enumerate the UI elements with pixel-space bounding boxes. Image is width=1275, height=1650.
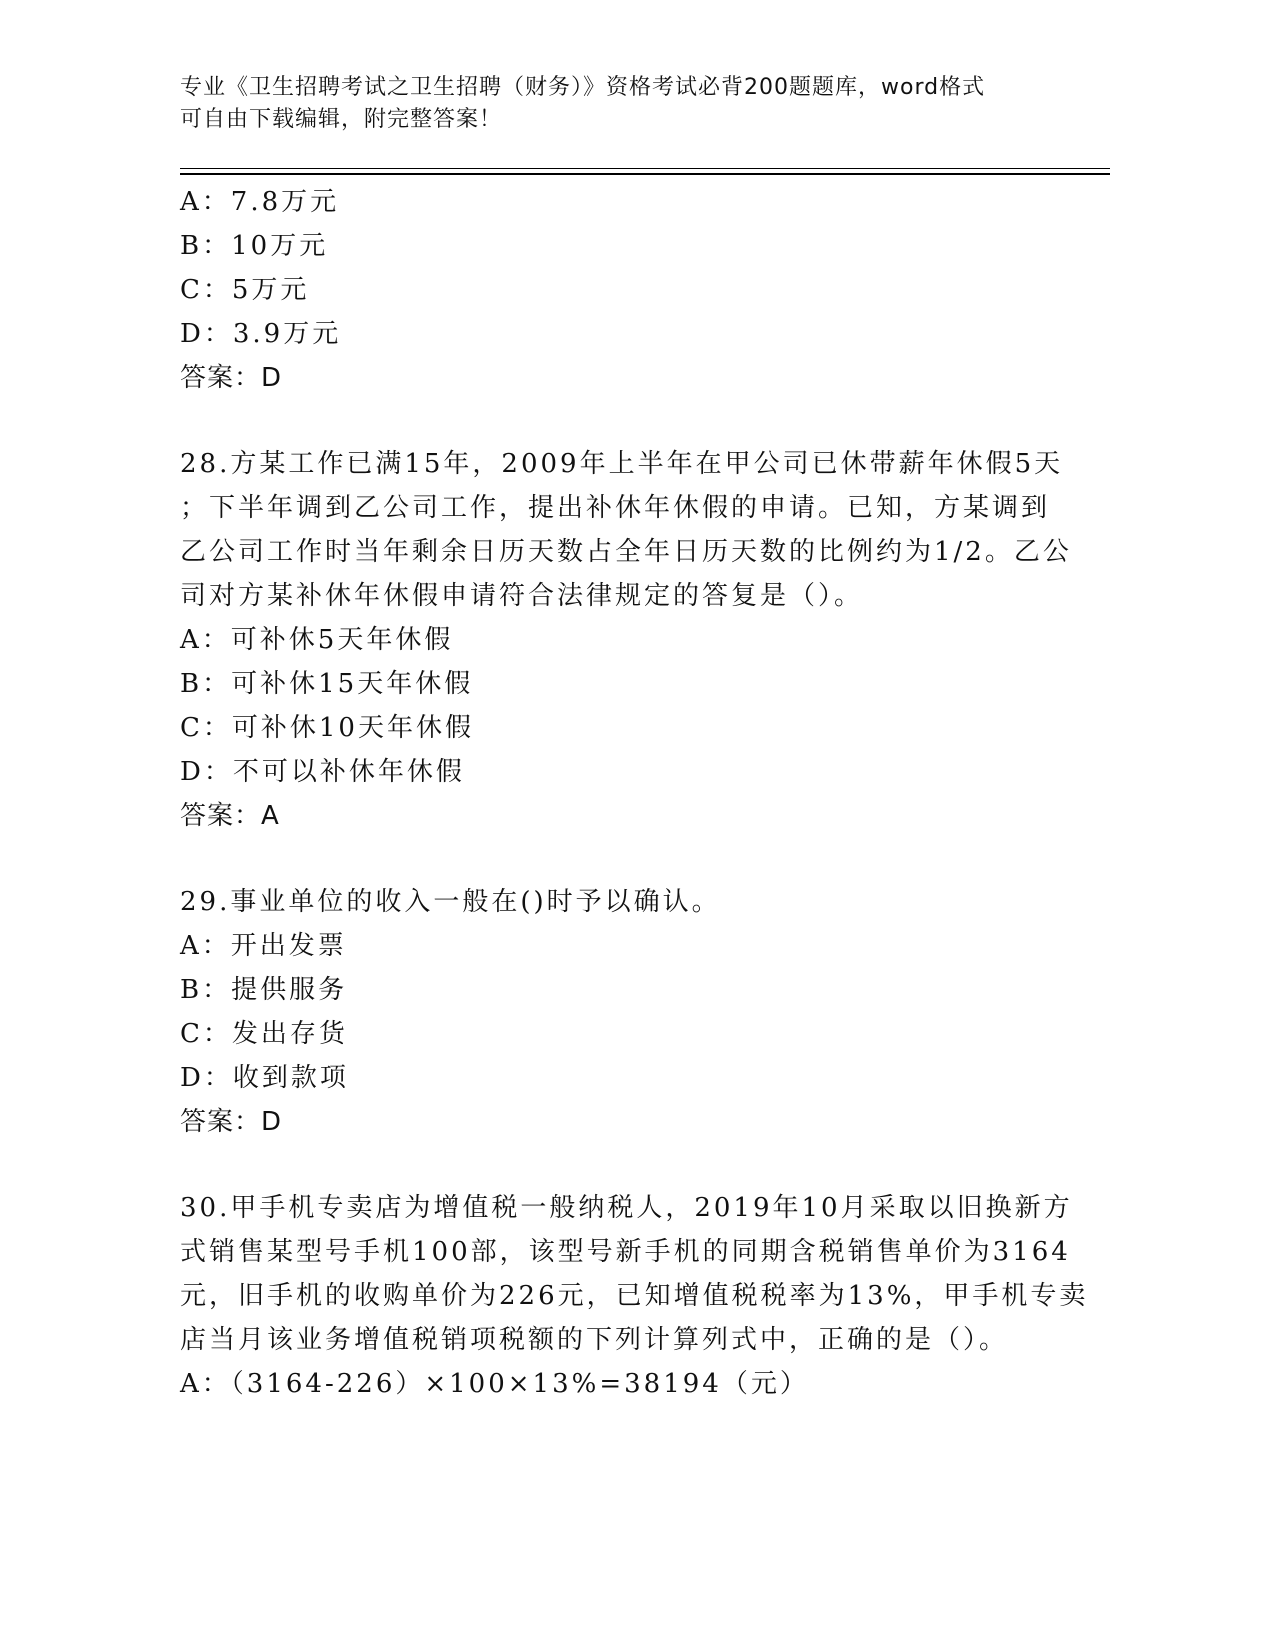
question-content [180, 180, 1089, 1406]
question-text-line: 司对方某补休年休假申请符合法律规定的答复是（）。 [180, 581, 864, 611]
option-b: B：可补休15天年休假 [180, 669, 474, 699]
option-a: A：7.8万元 [180, 187, 340, 217]
question-text-line: 28.方某工作已满15年，2009年上半年在甲公司已休带薪年休假5天 [180, 449, 1064, 479]
option-d: D：不可以补休年休假 [180, 757, 465, 787]
option-b: B：10万元 [180, 231, 329, 261]
option-c: C：可补休10天年休假 [180, 713, 474, 743]
question-text-line: 乙公司工作时当年剩余日历天数占全年日历天数的比例约为1/2。乙公 [180, 537, 1072, 567]
header-line-1: 专业《卫生招聘考试之卫生招聘（财务）》资格考试必背200题题库，word格式 [180, 75, 986, 100]
option-b: B：提供服务 [180, 975, 348, 1005]
answer-label: 答案：D [180, 363, 283, 393]
option-a: A：开出发票 [180, 931, 347, 961]
document-header [180, 72, 1040, 136]
question-30 [180, 1186, 1089, 1406]
option-c: C：发出存货 [180, 1019, 348, 1049]
question-text-line: 式销售某型号手机100部，该型号新手机的同期含税销售单价为3164 [180, 1237, 1071, 1267]
question-text-line: 元，旧手机的收购单价为226元，已知增值税税率为13%，甲手机专卖 [180, 1281, 1089, 1311]
question-28 [180, 442, 1072, 838]
question-29 [180, 880, 1040, 1144]
question-text-line: ；下半年调到乙公司工作，提出补休年休假的申请。已知，方某调到 [180, 493, 1051, 523]
question-27 [180, 180, 1040, 400]
header-rule-bottom [180, 173, 1110, 175]
header-line-2: 可自由下载编辑，附完整答案！ [180, 107, 503, 132]
question-text-line: 30.甲手机专卖店为增值税一般纳税人，2019年10月采取以旧换新方 [180, 1193, 1073, 1223]
header-rule-top [180, 168, 1110, 169]
answer-label: 答案：A [180, 801, 280, 831]
question-text-line: 店当月该业务增值税销项税额的下列计算列式中，正确的是（）。 [180, 1325, 1009, 1355]
answer-label: 答案：D [180, 1107, 283, 1137]
option-a: A：（3164-226）×100×13%=38194（元） [180, 1369, 809, 1399]
option-d: D：3.9万元 [180, 319, 342, 349]
option-a: A：可补休5天年休假 [180, 625, 454, 655]
option-c: C：5万元 [180, 275, 310, 305]
option-d: D：收到款项 [180, 1063, 349, 1093]
question-text-line: 29.事业单位的收入一般在()时予以确认。 [180, 887, 721, 917]
